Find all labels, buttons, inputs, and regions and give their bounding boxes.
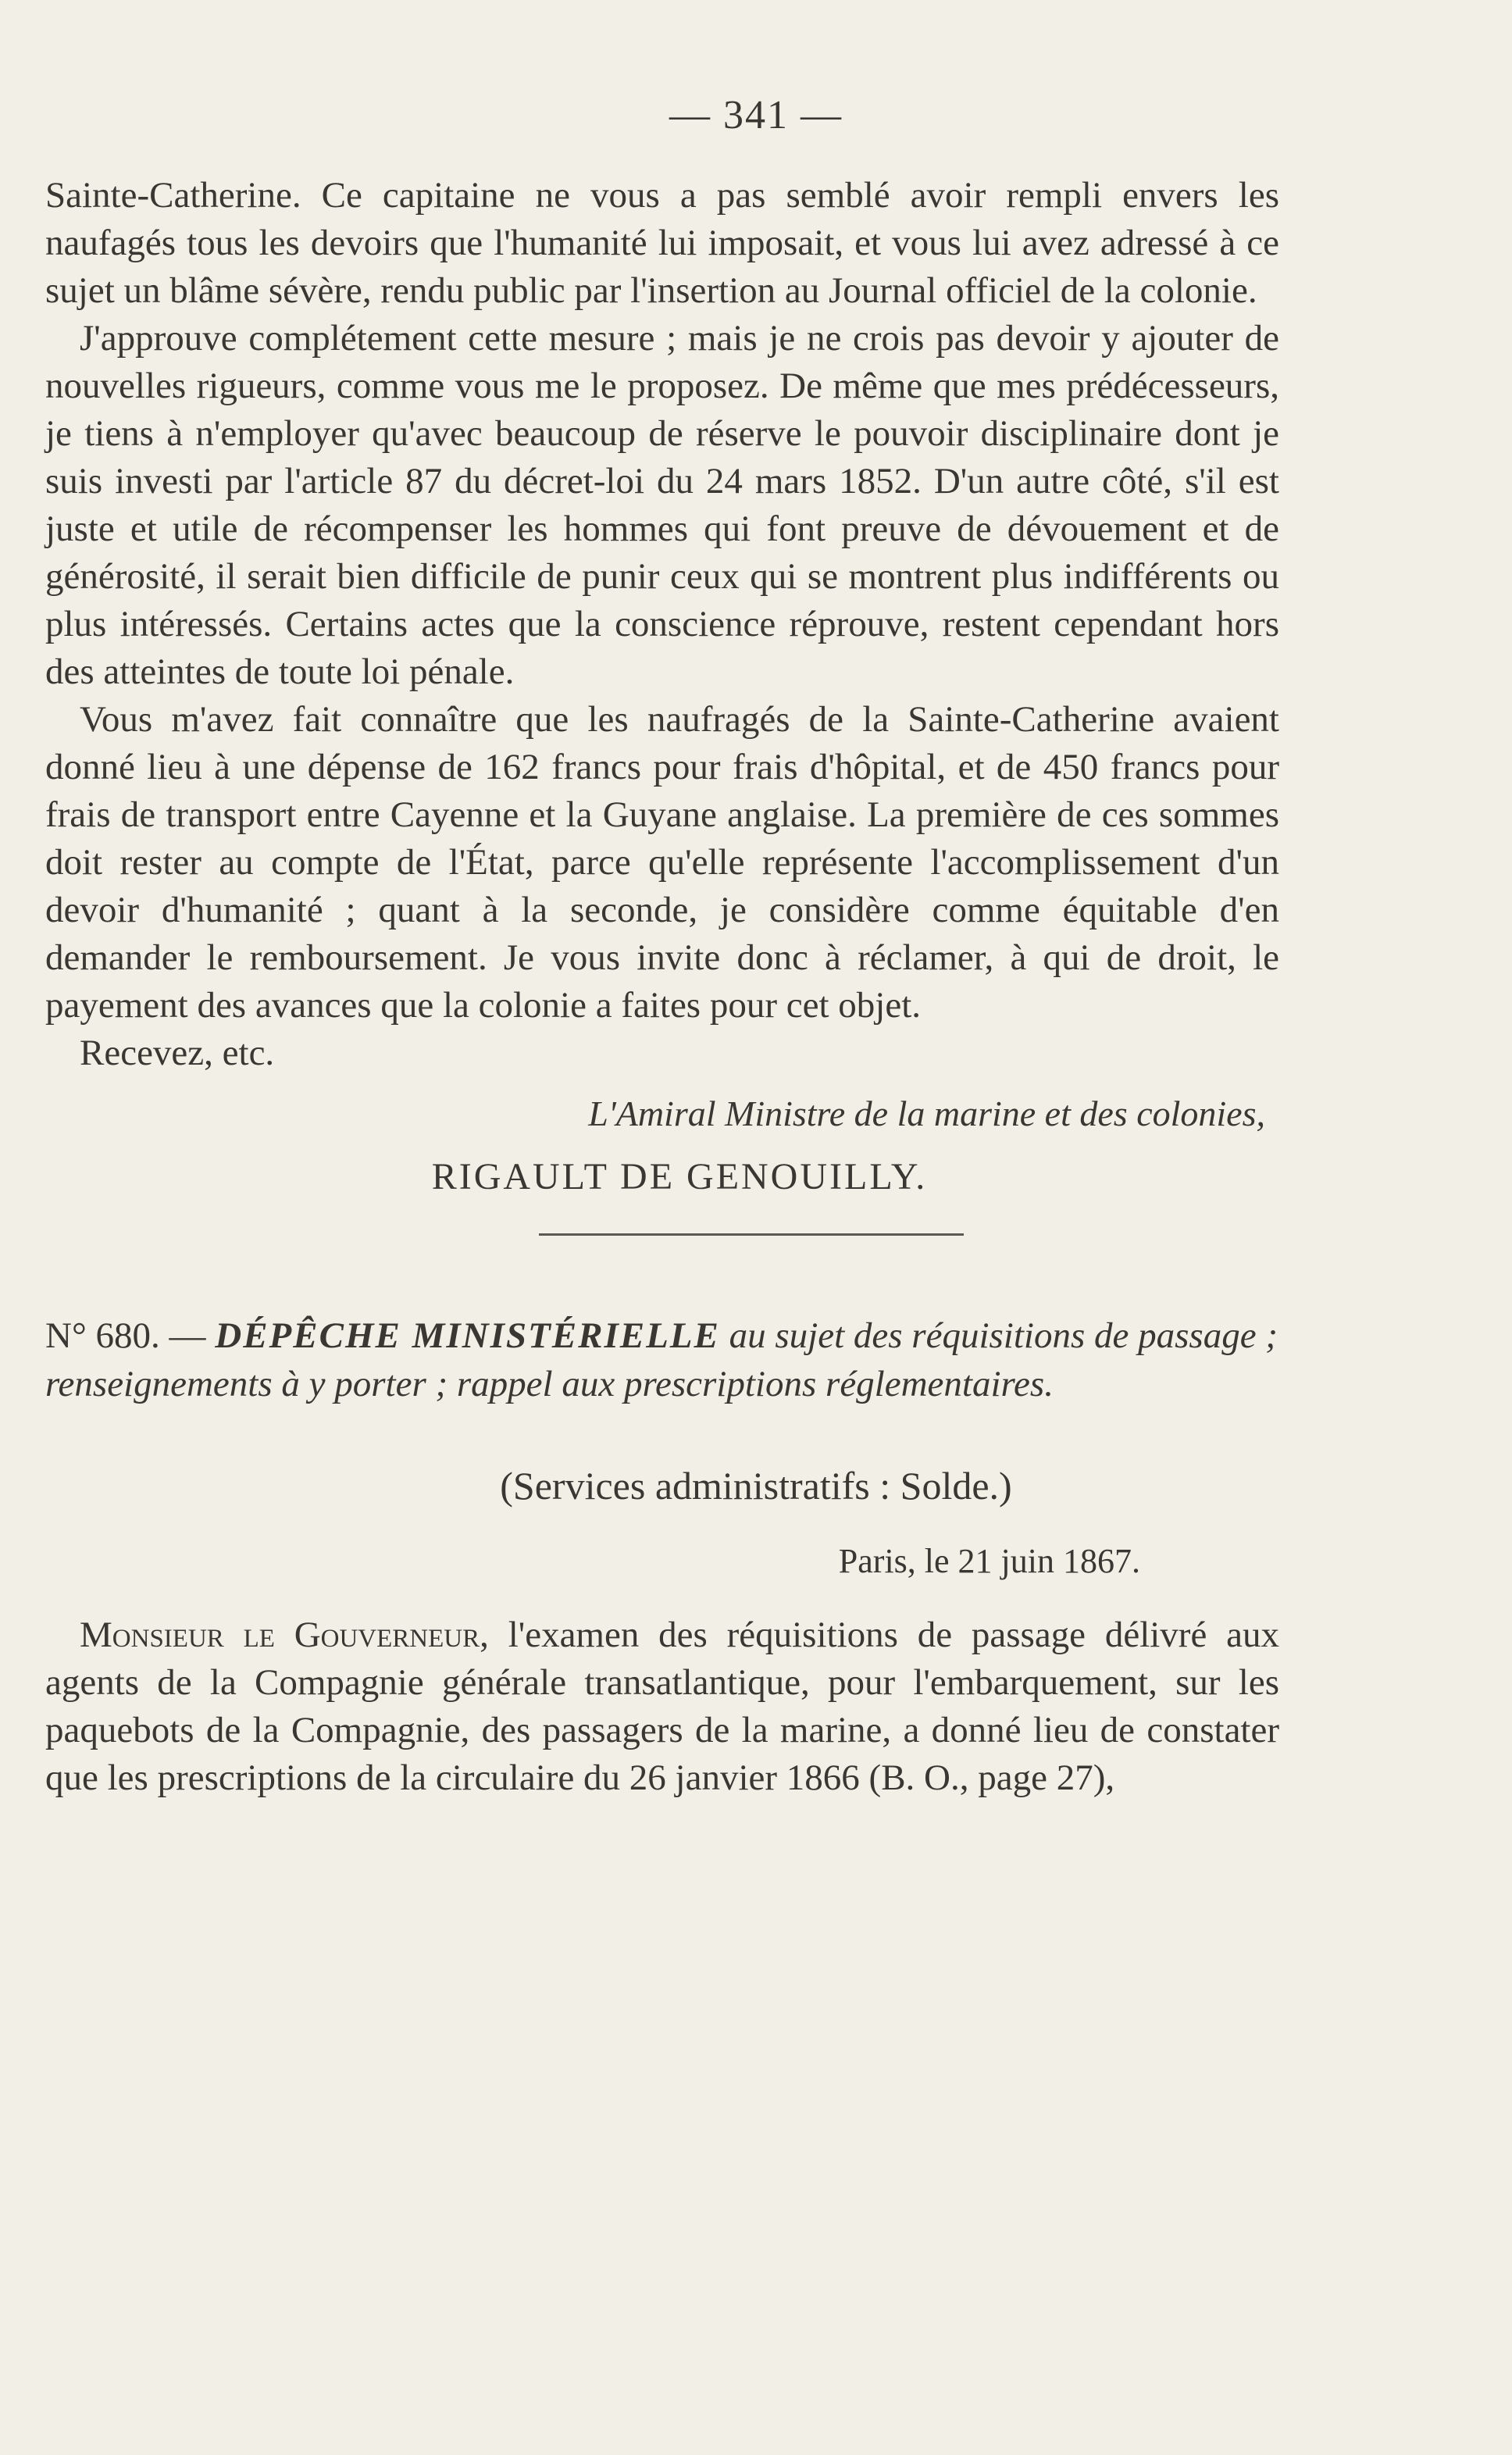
paragraph-4-text: l'examen des réquisitions de passage délivré aux agents de la Compagnie générale transatlantique, pour l'embarquement, sur les paquebots de la Compagnie, des passagers de la marine, a donné lieu de constater que les prescriptions de la circulaire du 26 janvier 1866 (B. O., page 27), bbox=[45, 1615, 1279, 1798]
section-divider bbox=[539, 1233, 964, 1236]
dispatch-subject: au sujet des réquisitions de passage ; renseignements à y porter ; rappel aux prescriptions réglementaires. bbox=[45, 1315, 1278, 1404]
paragraph-1: Sainte-Catherine. Ce capitaine ne vous a pas semblé avoir rempli envers les naufagés tous les devoirs que l'humanité lui imposait, et vous lui avez adressé à ce sujet un blâme sévère, rendu public par l'insertion au Journal officiel de la colonie. bbox=[45, 175, 1279, 311]
dispatch-number: N° 680. — bbox=[45, 1315, 206, 1356]
services-line: (Services administratifs : Solde.) bbox=[500, 1464, 1012, 1508]
paragraph-2: J'approuve complétement cette mesure ; mais je ne crois pas devoir y ajouter de nouvelles rigueurs, comme vous me le proposez. De même que mes prédécesseurs, je tiens à n'employer qu'avec beaucoup de réserve le pouvoir disciplinaire dont je suis investi par l'article 87 du décret-loi du 24 mars 1852. D'un autre côté, s'il est juste et utile de récompenser les hommes qui font preuve de dévouement et de générosité, il serait bien difficile de punir ceux qui se montrent plus indifférents ou plus intéressés. Certains actes que la conscience réprouve, restent cependant hors des atteintes de toute loi pénale. bbox=[45, 318, 1279, 692]
page-number: — 341 — bbox=[669, 93, 843, 137]
salutation: Monsieur le Gouverneur, bbox=[80, 1615, 489, 1655]
body-text-c bbox=[45, 1611, 1279, 1802]
signature-name: RIGAULT DE GENOUILLY. bbox=[431, 1156, 928, 1197]
dispatch-heading bbox=[45, 1311, 1279, 1408]
paragraph-4 bbox=[45, 1611, 1279, 1802]
closing: Recevez, etc. bbox=[80, 1033, 275, 1073]
paragraph-3: Vous m'avez fait connaître que les naufragés de la Sainte-Catherine avaient donné lieu à une dépense de 162 francs pour frais d'hôpital, et de 450 francs pour frais de transport entre Cayenne et la Guyane anglaise. La première de ces sommes doit rester au compte de l'État, parce qu'elle représente l'accomplissement d'un devoir d'humanité ; quant à la seconde, je considère comme équitable d'en demander le remboursement. Je vous invite donc à réclamer, à qui de droit, le payement des avances que la colonie a faites pour cet objet. bbox=[45, 699, 1279, 1026]
signature-title: L'Amiral Ministre de la marine et des colonies, bbox=[588, 1094, 1265, 1133]
dateline: Paris, le 21 juin 1867. bbox=[838, 1542, 1140, 1580]
dispatch-title: DÉPÊCHE MINISTÉRIELLE bbox=[215, 1315, 720, 1356]
body-text-a bbox=[45, 172, 1279, 1077]
